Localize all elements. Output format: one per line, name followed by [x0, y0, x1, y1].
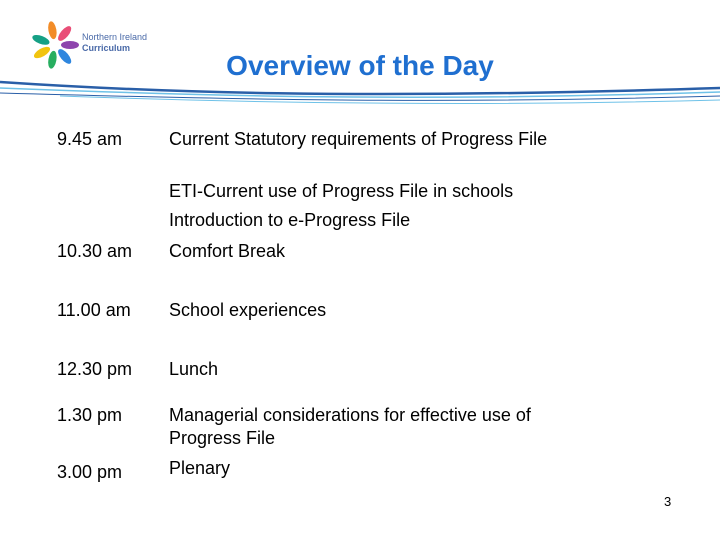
time-slot: 1.30 pm [57, 405, 123, 425]
agenda-item: Comfort Break [169, 241, 286, 261]
agenda-item: Lunch [169, 359, 219, 379]
page-number: 3 [664, 494, 672, 509]
agenda-item: School experiences [169, 300, 327, 320]
slide-title: Overview of the Day [226, 50, 494, 81]
time-slot: 12.30 pm [57, 359, 133, 379]
time-slot: 11.00 am [57, 300, 131, 320]
logo-line-1: Northern Ireland [82, 32, 148, 42]
agenda-item: Managerial considerations for effective use of Progress File [169, 405, 531, 448]
time-slot: 10.30 am [57, 241, 133, 261]
time-slot: 3.00 pm [57, 462, 123, 482]
time-slot: 9.45 am [57, 129, 123, 149]
agenda-item: Current Statutory requirements of Progress File [169, 129, 548, 149]
agenda-item: Introduction to e-Progress File [169, 210, 411, 230]
agenda-item: Plenary [169, 458, 231, 478]
logo-line-2: Curriculum [82, 43, 131, 53]
agenda-item: ETI-Current use of Progress File in schools [169, 181, 514, 201]
